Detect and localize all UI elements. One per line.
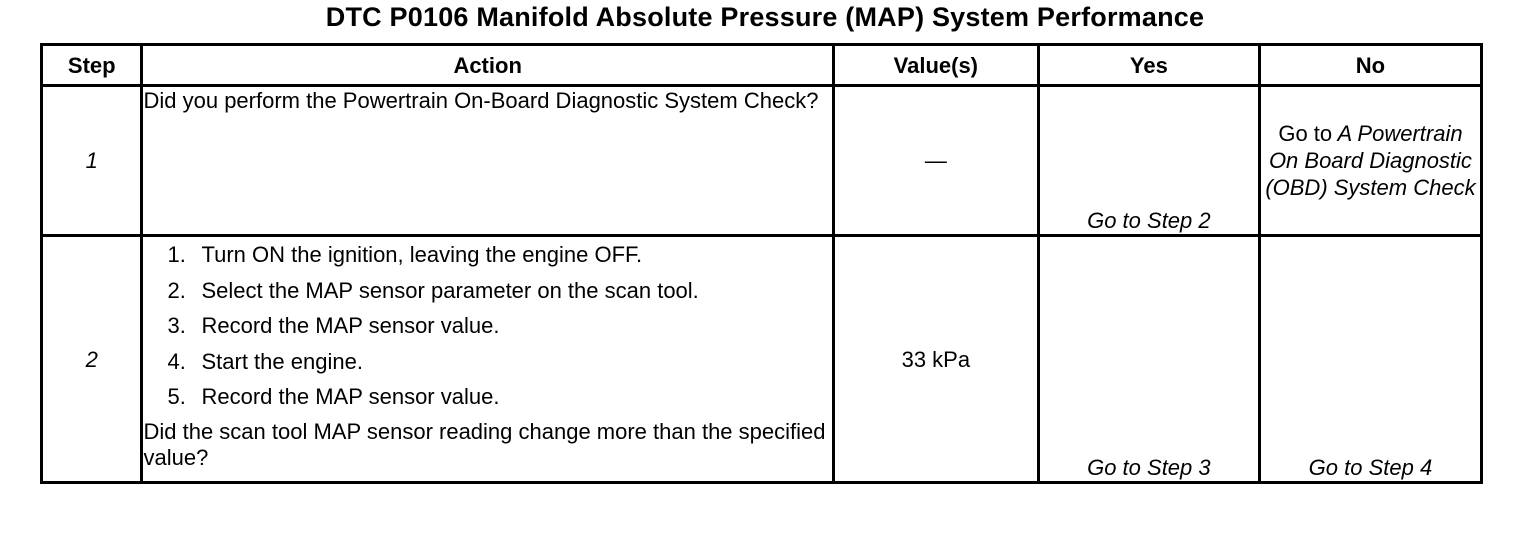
header-no: No [1259, 45, 1481, 86]
table-row [42, 236, 1482, 483]
action-text: Did you perform the Powertrain On-Board Diagnostic System Check? [143, 88, 819, 113]
value-cell: 33 kPa [833, 236, 1038, 483]
table-header-row [42, 45, 1482, 86]
no-cell: Go to Step 4 [1259, 236, 1481, 483]
value-cell: — [833, 86, 1038, 236]
diagnostic-table [40, 43, 1483, 484]
table-row [42, 86, 1482, 236]
list-item-number: 5. [167, 384, 186, 409]
yes-cell: Go to Step 2 [1038, 86, 1259, 236]
list-item-number: 2. [167, 277, 186, 303]
action-cell [142, 236, 833, 483]
document-title: DTC P0106 Manifold Absolute Pressure (MAP) System Performance [325, 2, 1205, 32]
header-values: Value(s) [833, 45, 1038, 86]
list-item-number: 4. [167, 348, 186, 374]
list-item-text: Record the MAP sensor value. [201, 384, 500, 409]
list-item-text: Start the engine. [201, 348, 363, 374]
header-action: Action [142, 45, 833, 86]
list-item-text: Record the MAP sensor value. [201, 313, 500, 338]
list-item-number: 1. [167, 242, 186, 267]
no-reference-text: A Powertrain On Board Diagnostic (OBD) System Check [1265, 121, 1476, 200]
question-text: Did the scan tool MAP sensor reading change more than the specified value? [143, 418, 826, 470]
list-item [167, 308, 831, 344]
header-yes: Yes [1038, 45, 1259, 86]
list-item [167, 273, 831, 309]
list-item-text: Select the MAP sensor parameter on the scan tool. [201, 277, 699, 303]
header-step: Step [42, 45, 142, 86]
yes-cell: Go to Step 3 [1038, 236, 1259, 483]
action-cell [142, 86, 833, 236]
list-item-text: Turn ON the ignition, leaving the engine OFF. [201, 242, 643, 267]
step-number: 1 [42, 86, 142, 236]
list-item [167, 344, 831, 380]
list-item [167, 379, 831, 415]
list-item [167, 237, 831, 273]
step-number: 2 [42, 236, 142, 483]
instruction-list [143, 237, 831, 415]
no-cell [1259, 86, 1481, 236]
no-lead-text: Go to [1278, 121, 1333, 146]
list-item-number: 3. [167, 313, 186, 338]
